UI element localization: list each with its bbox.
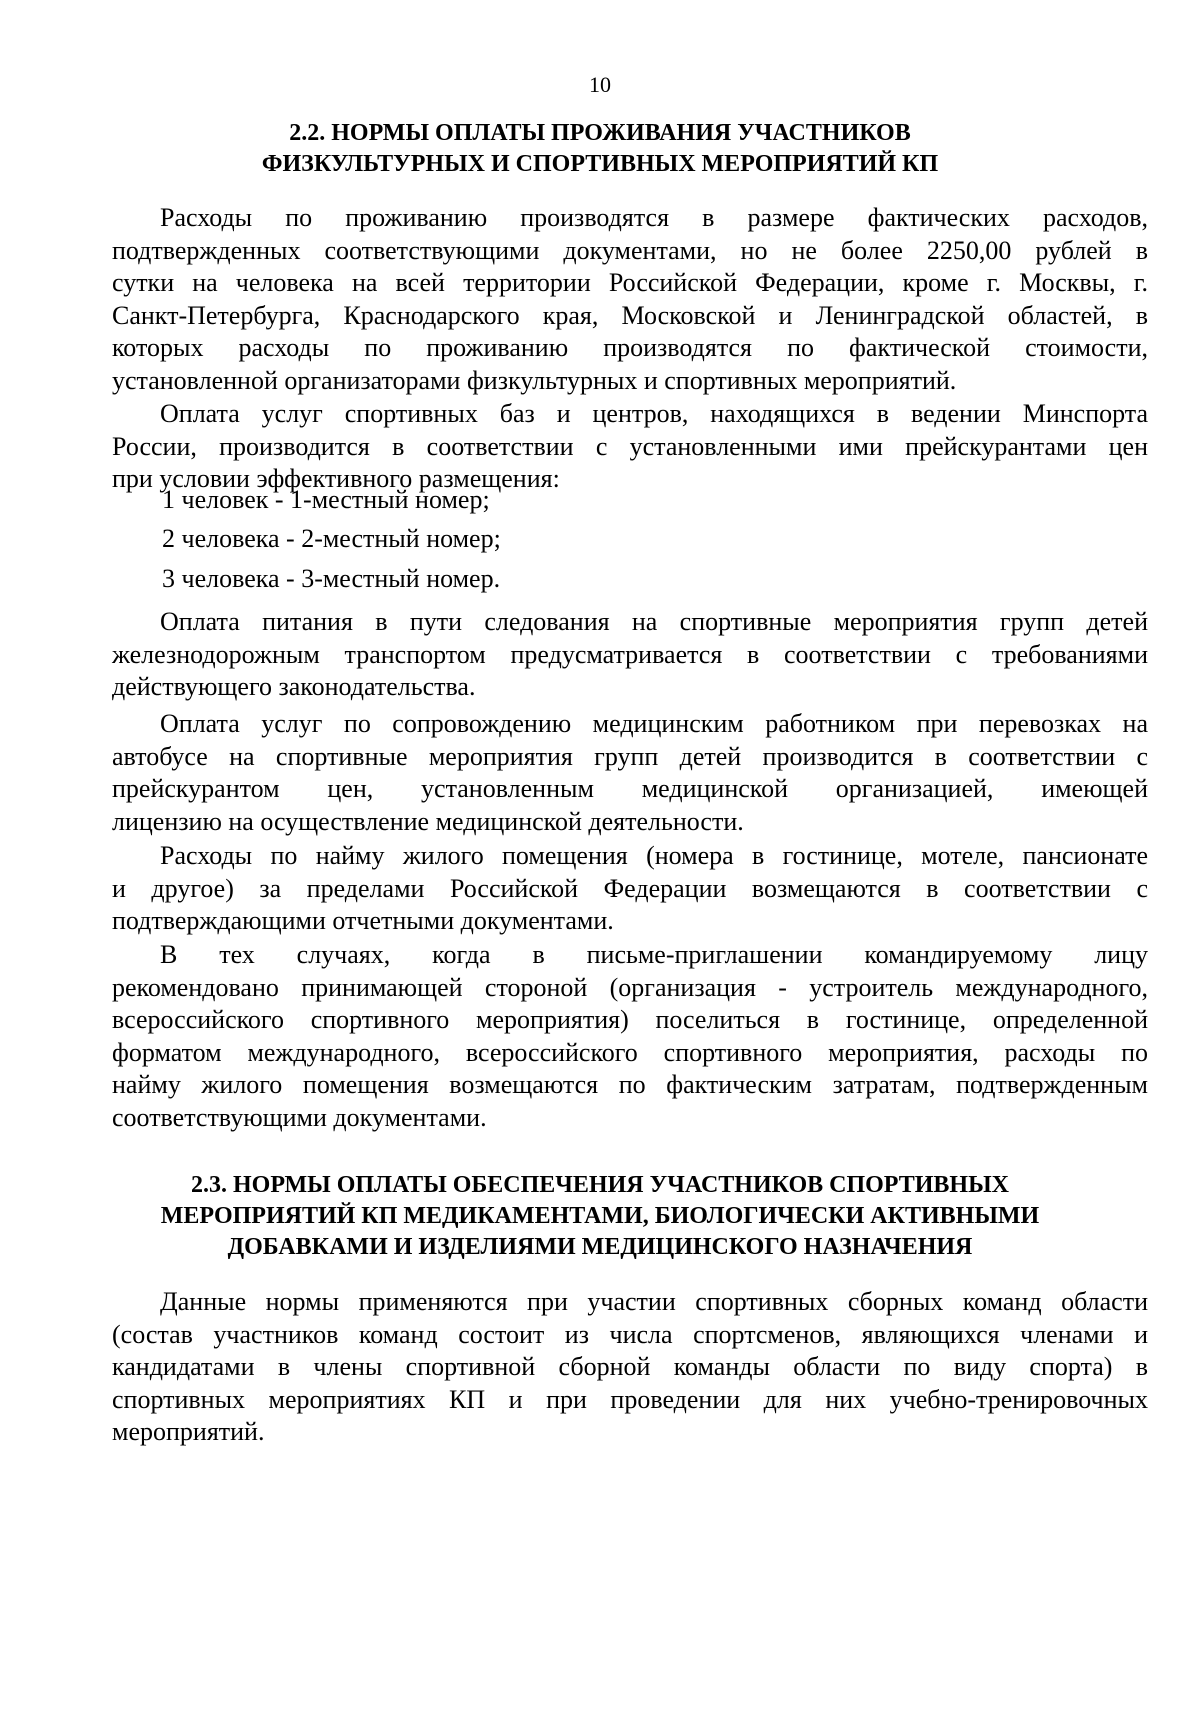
text-line: Оплата услуг по сопровождению медицинским работником при перевозках на (160, 709, 1148, 738)
heading-line: ФИЗКУЛЬТУРНЫХ И СПОРТИВНЫХ МЕРОПРИЯТИЙ КП (261, 151, 939, 177)
section-2-3-heading (150, 1170, 1050, 1263)
text-line: при условии эффективного размещения: (112, 464, 560, 493)
section-2-2-paragraph-4 (112, 708, 1148, 838)
text-line: Оплата питания в пути следования на спортивные мероприятия групп детей (160, 607, 1148, 636)
text-line: кандидатами в члены спортивной сборной команды области по виду спорта) в (112, 1352, 1148, 1381)
text-line: Оплата услуг спортивных баз и центров, находящихся в ведении Минспорта (160, 399, 1148, 428)
heading-line: ДОБАВКАМИ И ИЗДЕЛИЯМИ МЕДИЦИНСКОГО НАЗНАЧЕНИЯ (227, 1234, 973, 1260)
list-item: 3 человека - 3-местный номер. (162, 564, 501, 593)
text-line: действующего законодательства. (112, 672, 476, 701)
text-line: железнодорожным транспортом предусматривается в соответствии с требованиями (112, 639, 1148, 669)
text-line: Данные нормы применяются при участии спортивных сборных команд области (160, 1287, 1148, 1316)
section-2-2-paragraph-2 (112, 398, 1148, 496)
heading-line: 2.3. НОРМЫ ОПЛАТЫ ОБЕСПЕЧЕНИЯ УЧАСТНИКОВ СПОРТИВНЫХ (190, 1172, 1009, 1198)
section-2-2-paragraph-1 (112, 202, 1148, 397)
text-line: соответствующими документами. (112, 1102, 487, 1132)
text-line: сутки на человека на всей территории Российской Федерации, кроме г. Москвы, г. (112, 268, 1148, 297)
text-line: рекомендовано принимающей стороной (организация - устроитель международного, (112, 972, 1148, 1002)
text-line: спортивных мероприятиях КП и при проведении для них учебно-тренировочных (112, 1384, 1148, 1414)
list-item: 2 человека - 2-местный номер; (162, 524, 501, 553)
page-number: 10 (589, 72, 611, 97)
text-line: автобусе на спортивные мероприятия групп детей производится в соответствии с (112, 741, 1148, 771)
text-line: которых расходы по проживанию производятся по фактической стоимости, (112, 333, 1148, 362)
text-line: прейскурантом цен, установленным медицинской организацией, имеющей (112, 774, 1148, 803)
section-2-2-paragraph-5 (112, 840, 1148, 938)
text-line: Расходы по проживанию производятся в размере фактических расходов, (160, 203, 1148, 232)
heading-line: 2.2. НОРМЫ ОПЛАТЫ ПРОЖИВАНИЯ УЧАСТНИКОВ (289, 120, 911, 146)
text-line: (состав участников команд состоит из числа спортсменов, являющихся членами и (112, 1319, 1148, 1349)
text-line: России, производится в соответствии с установленными ими прейскурантами цен (112, 431, 1148, 461)
text-line: В тех случаях, когда в письме-приглашении командируемому лицу (160, 940, 1148, 969)
heading-line: МЕРОПРИЯТИЙ КП МЕДИКАМЕНТАМИ, БИОЛОГИЧЕСКИ АКТИВНЫМИ (160, 1203, 1040, 1229)
section-2-2-heading (150, 118, 1050, 180)
text-line: подтвержденных соответствующими документами, но не более 2250,00 рублей в (112, 235, 1148, 265)
text-line: лицензию на осуществление медицинской деятельности. (112, 806, 744, 836)
list-item: 1 человек - 1-местный номер; (162, 485, 490, 514)
section-2-2-paragraph-3 (112, 606, 1148, 704)
section-2-3-paragraph-1 (112, 1286, 1148, 1449)
text-line: установленной организаторами физкультурных и спортивных мероприятий. (112, 365, 957, 395)
text-line: Санкт-Петербурга, Краснодарского края, Московской и Ленинградской областей, в (112, 300, 1148, 330)
section-2-2-paragraph-6 (112, 939, 1148, 1134)
text-line: и другое) за пределами Российской Федерации возмещаются в соответствии с (112, 873, 1148, 903)
text-line: Расходы по найму жилого помещения (номера в гостинице, мотеле, пансионате (160, 841, 1148, 870)
text-line: форматом международного, всероссийского спортивного мероприятия, расходы по (112, 1037, 1148, 1067)
text-line: подтверждающими отчетными документами. (112, 906, 614, 935)
text-line: найму жилого помещения возмещаются по фактическим затратам, подтвержденным (112, 1070, 1148, 1099)
text-line: всероссийского спортивного мероприятия) поселиться в гостинице, определенной (112, 1005, 1148, 1034)
text-line: мероприятий. (112, 1417, 265, 1446)
